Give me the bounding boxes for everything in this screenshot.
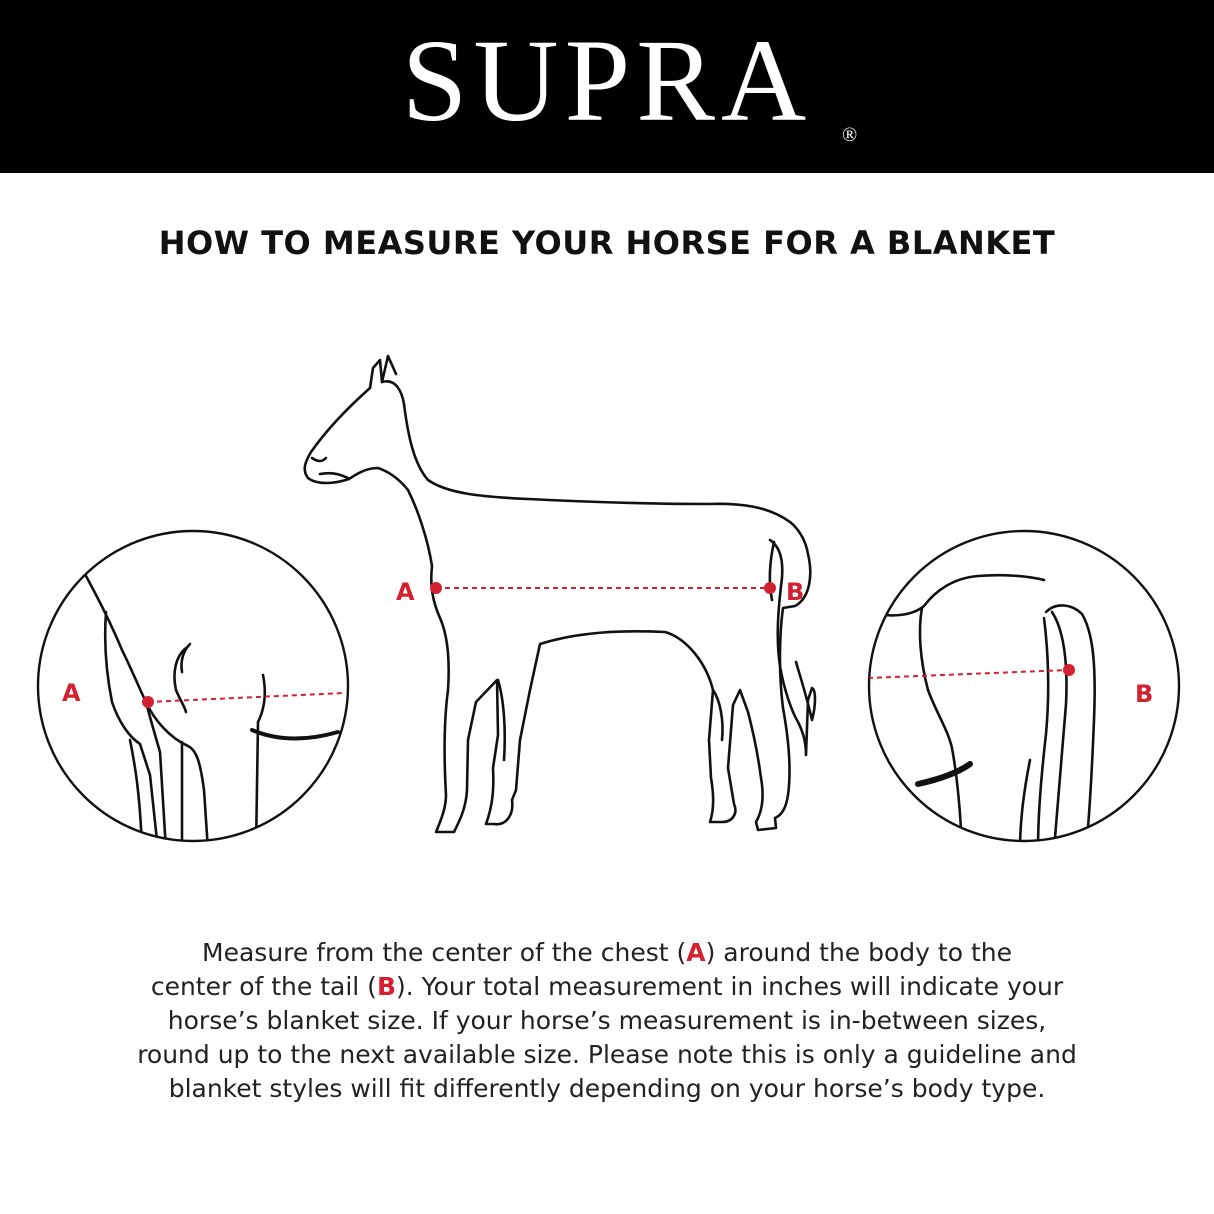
point-a-marker bbox=[430, 582, 442, 594]
caption-line-5: blanket styles will fit differently depending on your horse’s body type. bbox=[168, 1074, 1046, 1103]
left-circle-label-a: A bbox=[62, 679, 81, 707]
label-b: B bbox=[786, 578, 805, 606]
center-measurement-line bbox=[430, 582, 776, 594]
registered-mark: ® bbox=[842, 124, 858, 146]
point-b-marker bbox=[764, 582, 776, 594]
caption-line-4: round up to the next available size. Please note this is only a guideline and bbox=[137, 1040, 1077, 1069]
tail-detail-illustration bbox=[868, 531, 1179, 850]
tail-point-marker bbox=[1063, 664, 1075, 676]
chest-detail-illustration bbox=[38, 531, 348, 850]
chest-point-marker bbox=[142, 696, 154, 708]
right-circle-label-b: B bbox=[1135, 680, 1154, 708]
caption-line-1 bbox=[60, 936, 1154, 970]
caption-text: ) around the body to the bbox=[705, 938, 1012, 967]
caption-mark-a: A bbox=[686, 938, 706, 967]
caption-line-2 bbox=[60, 970, 1154, 1004]
caption-text: center of the tail ( bbox=[150, 972, 377, 1001]
page-title: HOW TO MEASURE YOUR HORSE FOR A BLANKET bbox=[158, 224, 1056, 262]
label-a: A bbox=[396, 578, 415, 606]
caption-mark-b: B bbox=[376, 972, 397, 1001]
horse-outline-illustration bbox=[305, 356, 815, 832]
brand-logo: SUPRA bbox=[401, 15, 813, 146]
instructions-caption bbox=[60, 936, 1154, 1106]
caption-line-3: horse’s blanket size. If your horse’s measurement is in-between sizes, bbox=[167, 1006, 1047, 1035]
caption-text: ). Your total measurement in inches will indicate your bbox=[396, 972, 1064, 1001]
caption-text: Measure from the center of the chest ( bbox=[202, 938, 687, 967]
